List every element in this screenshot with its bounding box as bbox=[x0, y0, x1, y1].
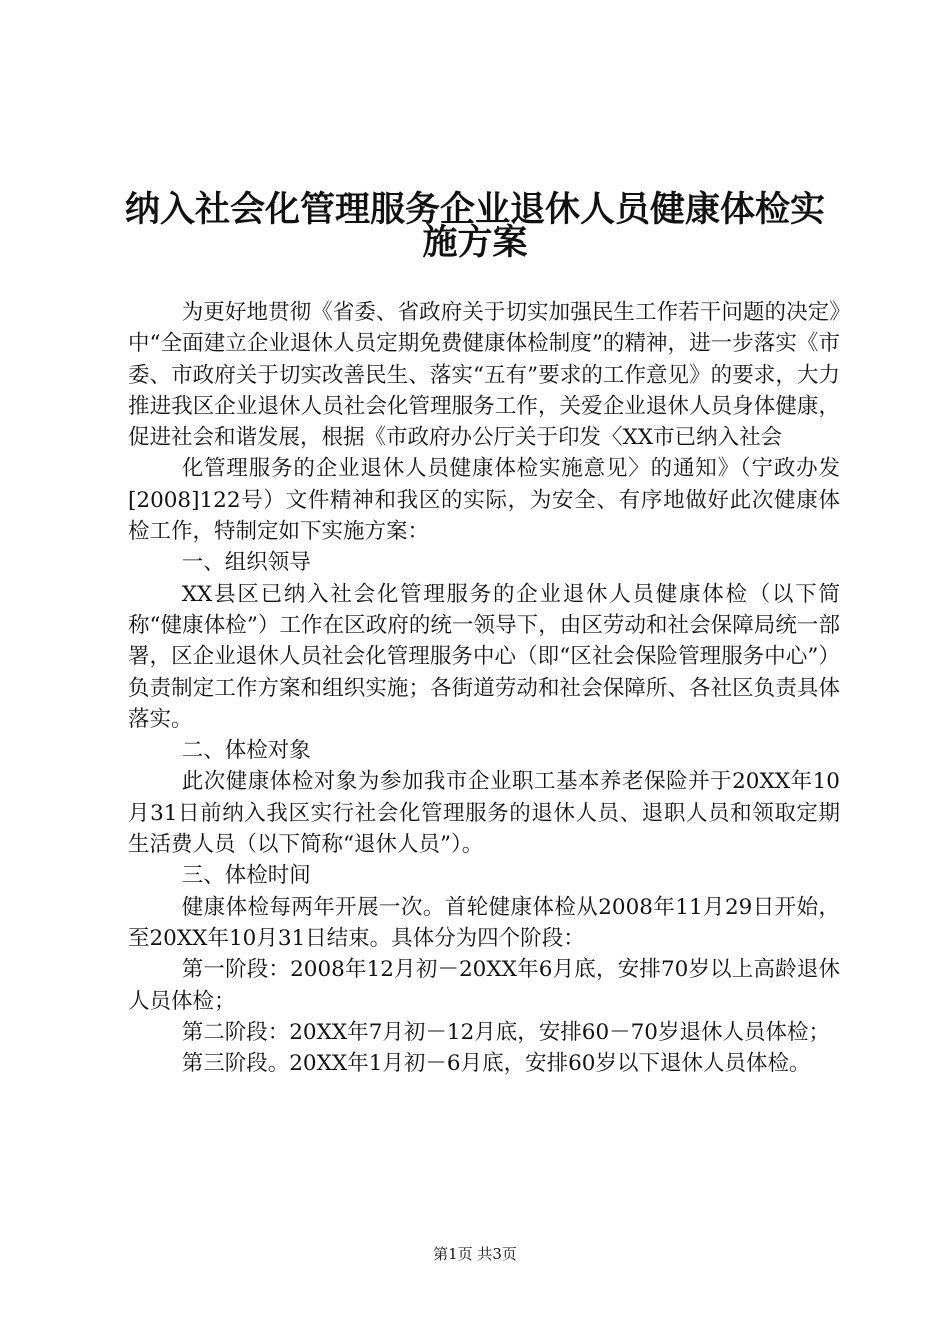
paragraph-targets: 此次健康体检对象为参加我市企业职工基本养老保险并于20XX年10月31日前纳入我区实行社会化管理服务的退休人员、退职人员和领取定期生活费人员（以下简称“退休人员”）。 bbox=[128, 769, 840, 858]
paragraph-phase-2: 第二阶段：20XX年7月初－12月底，安排60－70岁退休人员体检； bbox=[181, 1019, 830, 1045]
document-title-line-1: 纳入社会化管理服务企业退休人员健康体检实 bbox=[124, 190, 825, 230]
document-body bbox=[128, 297, 840, 1079]
section-heading-targets: 二、体检对象 bbox=[181, 738, 311, 764]
paragraph-intro: 为更好地贯彻《省委、省政府关于切实加强民生工作若干问题的决定》中“全面建立企业退休人员定期免费健康体检制度”的精神，进一步落实《市委、市政府关于切实改善民生、落实“五有”要求的工作意见》的要求，大力推进我区企业退休人员社会化管理服务工作，关爱企业退休人员身体健康，促进社会和谐发展，根据《市政府办公厅关于印发〈XX市已纳入社会 bbox=[128, 300, 840, 451]
paragraph-schedule: 健康体检每两年开展一次。首轮健康体检从2008年11月29日开始，至20XX年10月31日结束。具体分为四个阶段： bbox=[128, 894, 840, 951]
section-heading-organization: 一、组织领导 bbox=[181, 550, 311, 576]
paragraph-intro-continued: 化管理服务的企业退休人员健康体检实施意见〉的通知》（宁政办发[2008]122号）文件精神和我区的实际，为安全、有序地做好此次健康体检工作，特制定如下实施方案： bbox=[128, 456, 840, 545]
page-footer: 第1页 共3页 bbox=[433, 1245, 517, 1263]
document-title-line-2: 施方案 bbox=[422, 223, 528, 263]
paragraph-organization: XX县区已纳入社会化管理服务的企业退休人员健康体检（以下简称“健康体检”）工作在区政府的统一领导下，由区劳动和社会保障局统一部署，区企业退休人员社会化管理服务中心（即“区社会保险管理服务中心”）负责制定工作方案和组织实施；各街道劳动和社会保障所、各社区负责具体落实。 bbox=[128, 581, 840, 732]
paragraph-phase-1: 第一阶段：2008年12月初－20XX年6月底，安排70岁以上高龄退休人员体检； bbox=[128, 957, 840, 1014]
section-heading-schedule: 三、体检时间 bbox=[181, 863, 311, 889]
paragraph-phase-3: 第三阶段。20XX年1月初－6月底，安排60岁以下退休人员体检。 bbox=[181, 1051, 811, 1077]
